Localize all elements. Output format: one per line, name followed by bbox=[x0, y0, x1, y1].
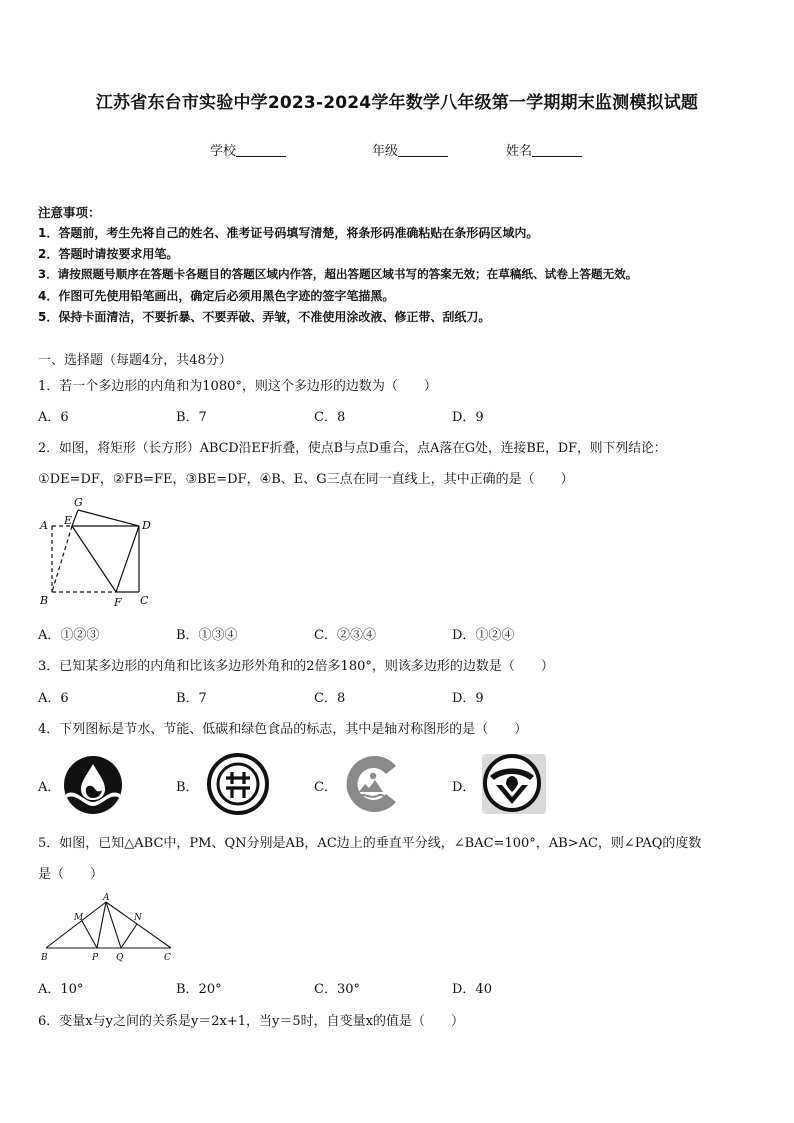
label-e: E bbox=[64, 514, 73, 527]
question-3: 3．已知某多边形的内角和比该多边形外角和的2倍多180°，则该多边形的边数是（ ） bbox=[38, 659, 554, 674]
label-d: D bbox=[142, 519, 151, 532]
q2-rectangle-fold-figure bbox=[36, 494, 166, 612]
name-blank bbox=[532, 143, 582, 157]
q5-option-b: B．20° bbox=[176, 982, 222, 997]
label-a: A bbox=[103, 893, 110, 903]
q4-option-b: B． bbox=[176, 780, 199, 795]
low-carbon-logo-icon bbox=[340, 752, 404, 816]
label-m: M bbox=[74, 913, 84, 923]
school-blank bbox=[236, 143, 286, 157]
question-2-line-1: 2．如图，将矩形（长方形）ABCD沿EF折叠，使点B与点D重合，点A落在G处，连接BE，DF，则下列结论： bbox=[38, 441, 667, 456]
question-5-line-2: 是（ ） bbox=[38, 867, 104, 882]
q5-triangle-figure bbox=[36, 890, 182, 964]
label-c: C bbox=[140, 594, 149, 607]
fold-edge-eb bbox=[52, 526, 72, 592]
question-6: 6．变量x与y之间的关系是y＝2x+1，当y＝5时，自变量x的值是（ ） bbox=[38, 1014, 465, 1029]
note-item: 2．答题时请按要求用笔。 bbox=[38, 247, 179, 261]
label-b: B bbox=[40, 594, 49, 607]
q4-option-c: C． bbox=[314, 780, 337, 795]
label-a: A bbox=[40, 519, 48, 532]
q1-option-d: D．9 bbox=[452, 410, 484, 425]
q2-option-a: A．①②③ bbox=[38, 628, 100, 643]
note-item: 3．请按照题号顺序在答题卡各题目的答题区域内作答，超出答题区域书写的答案无效；在草稿纸、试卷上答题无效。 bbox=[38, 267, 638, 281]
q1-option-c: C．8 bbox=[314, 410, 346, 425]
school-field bbox=[210, 140, 286, 159]
q4-option-a: A． bbox=[38, 780, 61, 795]
notes-heading: 注意事项： bbox=[38, 205, 101, 220]
segment-aq bbox=[106, 902, 121, 948]
label-q: Q bbox=[116, 953, 124, 963]
q2-option-d: D．①②④ bbox=[452, 628, 515, 643]
green-food-logo-icon bbox=[480, 752, 548, 816]
bisector-pm bbox=[82, 921, 97, 948]
edge-eg bbox=[72, 510, 78, 526]
bisector-qn bbox=[121, 924, 137, 948]
label-c: C bbox=[164, 953, 171, 963]
label-p: P bbox=[92, 953, 99, 963]
school-label: 学校 bbox=[210, 144, 237, 159]
q5-option-a: A．10° bbox=[38, 982, 84, 997]
edge-ab bbox=[46, 902, 106, 948]
q3-option-c: C．8 bbox=[314, 691, 346, 706]
q1-option-b: B．7 bbox=[176, 410, 207, 425]
label-g: G bbox=[74, 496, 83, 509]
name-label: 姓名 bbox=[506, 144, 533, 159]
question-1: 1．若一个多边形的内角和为1080°，则这个多边形的边数为（ ） bbox=[38, 379, 437, 394]
question-2-line-2: ①DE=DF，②FB=FE，③BE=DF，④B、E、G三点在同一直线上，其中正确的是（ ） bbox=[38, 472, 574, 487]
grade-field bbox=[372, 140, 448, 159]
label-b: B bbox=[41, 953, 48, 963]
crease-ef bbox=[72, 526, 116, 592]
page-title: 江苏省东台市实验中学2023-2024学年数学八年级第一学期期末监测模拟试题 bbox=[95, 93, 699, 113]
section-heading: 一、选择题（每题4分，共48分） bbox=[38, 353, 232, 368]
q3-option-b: B．7 bbox=[176, 691, 207, 706]
grade-blank bbox=[398, 143, 448, 157]
q3-option-d: D．9 bbox=[452, 691, 484, 706]
name-field bbox=[506, 140, 582, 159]
question-5-line-1: 5．如图，已知△ABC中，PM、QN分别是AB，AC边上的垂直平分线，∠BAC=100°，AB>AC，则∠PAQ的度数 bbox=[38, 836, 702, 851]
note-item: 5．保持卡面清洁，不要折暴、不要弄破、弄皱，不准使用涂改液、修正带、刮纸刀。 bbox=[38, 310, 491, 324]
q4-option-d: D． bbox=[452, 780, 476, 795]
label-n: N bbox=[134, 913, 142, 923]
q5-option-d: D．40 bbox=[452, 982, 492, 997]
q3-option-a: A．6 bbox=[38, 691, 69, 706]
grade-label: 年级 bbox=[372, 144, 399, 159]
energy-saving-logo-icon bbox=[206, 752, 270, 816]
edge-ac bbox=[106, 902, 171, 948]
edge-gd bbox=[78, 510, 139, 526]
edge-df bbox=[116, 526, 139, 592]
segment-ap bbox=[97, 902, 106, 948]
q2-option-c: C．②③④ bbox=[314, 628, 376, 643]
q5-option-c: C．30° bbox=[314, 982, 360, 997]
label-f: F bbox=[114, 596, 122, 609]
q1-option-a: A．6 bbox=[38, 410, 69, 425]
note-item: 4．作图可先使用铅笔画出，确定后必须用黑色字迹的签字笔描黑。 bbox=[38, 289, 395, 303]
question-4: 4．下列图标是节水、节能、低碳和绿色食品的标志，其中是轴对称图形的是（ ） bbox=[38, 722, 528, 737]
q2-option-b: B．①③④ bbox=[176, 628, 238, 643]
water-saving-logo-icon bbox=[62, 754, 124, 816]
note-item: 1．答题前，考生先将自己的姓名、准考证号码填写清楚，将条形码准确粘贴在条形码区域内。 bbox=[38, 226, 539, 240]
